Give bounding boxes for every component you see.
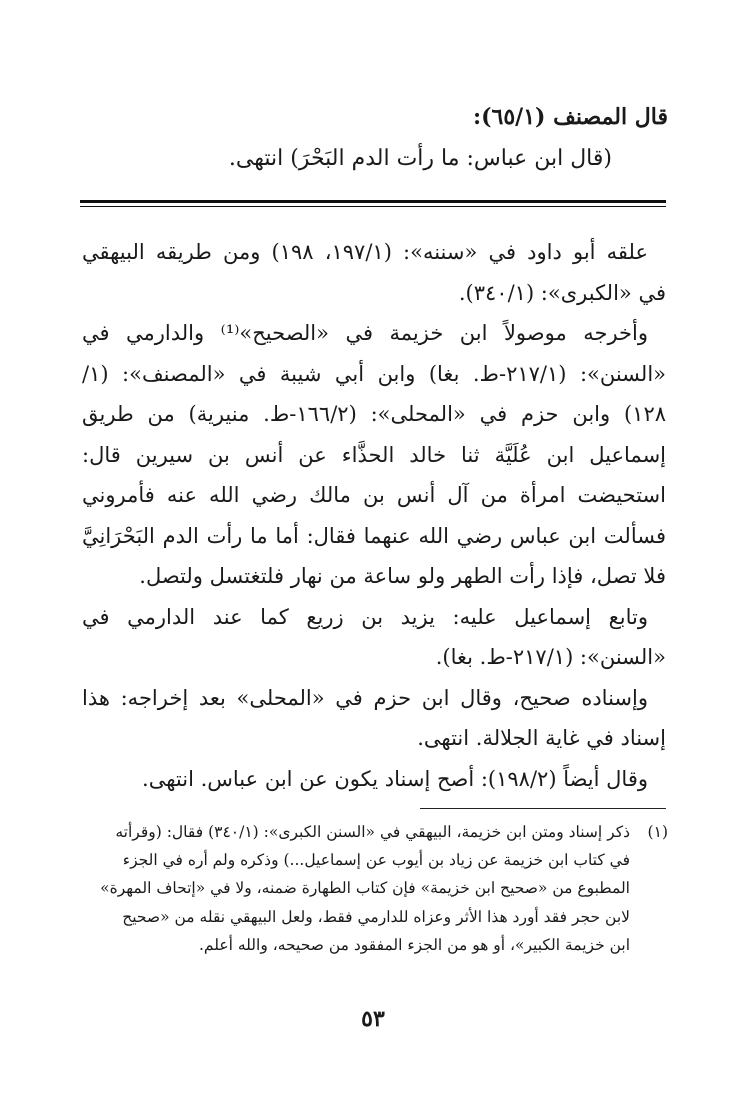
footnote-text: ذكر إسناد ومتن ابن خزيمة، البيهقي في «السنن الكبرى»: (٣٤٠/١) فقال: (وقرأته bbox=[115, 823, 630, 841]
footnote-line bbox=[92, 931, 668, 959]
text-line: «السنن»: (٢١٧/١-ط. بغا). bbox=[435, 645, 666, 669]
text-line: وأخرجه موصولاً ابن خزيمة في «الصحيح»⁽¹⁾ والدارمي في bbox=[82, 321, 648, 345]
quoted-text: (قال ابن عباس: ما رأت الدم البَحْرَ) انتهى. bbox=[228, 146, 612, 171]
footnote-separator bbox=[420, 808, 666, 809]
footnote-text: ابن خزيمة الكبير»، أو هو من الجزء المفقود من صحيحه، والله أعلم. bbox=[199, 935, 630, 954]
text-line: علقه أبو داود في «سننه»: (١٩٧/١، ١٩٨) ومن طريقه البيهقي bbox=[82, 240, 649, 264]
text-line: وإسناده صحيح، وقال ابن حزم في «المحلى» بعد إخراجه: هذا bbox=[82, 685, 648, 710]
divider-thick bbox=[80, 200, 666, 203]
text-line: فلا تصل، فإذا رأت الطهر ولو ساعة من نهار فلتغتسل ولتصل. bbox=[139, 564, 666, 588]
text-line: وقال أيضاً (١٩٨/٢): أصح إسناد يكون عن ابن عباس. انتهى. bbox=[142, 766, 648, 791]
footnote-text: في كتاب ابن خزيمة عن زياد بن أيوب عن إسماعيل...) وذكره ولم أره في الجزء bbox=[122, 851, 630, 870]
text-line: في «الكبرى»: (٣٤٠/١). bbox=[458, 280, 666, 305]
footnote-line bbox=[92, 846, 668, 874]
footnote-line bbox=[92, 818, 668, 846]
text-line: وتابع إسماعيل عليه: يزيد بن زريع كما عند الدارمي في bbox=[82, 604, 648, 629]
text-line: «السنن»: (٢١٧/١-ط. بغا) وابن أبي شيبة في «المصنف»: (١/ bbox=[82, 361, 667, 386]
text-line: فسألت ابن عباس رضي الله عنهما فقال: أما ما رأت الدم البَحْرَانِيَّ bbox=[82, 523, 666, 548]
text-line: إسماعيل ابن عُلَيَّة ثنا خالد الحذَّاء عن أنس بن سيرين قال: bbox=[82, 442, 666, 467]
page-number: ٥٣ bbox=[361, 1006, 385, 1032]
divider-thin bbox=[80, 206, 666, 207]
text-line: استحيضت امرأة من آل أنس بن مالك رضي الله عنه فأمروني bbox=[82, 483, 666, 507]
section-heading: قال المصنف (٦٥/١): bbox=[473, 104, 668, 130]
footnote-number: (١) bbox=[647, 823, 668, 841]
footnote-text: لابن حجر فقد أورد هذا الأثر وعزاه للدارمي فقط، ولعل البيهقي نقله من «صحيح bbox=[122, 907, 630, 926]
text-line: ١٢٨) وابن حزم في «المحلى»: (١٦٦/٢-ط. منيرية) من طريق bbox=[82, 402, 667, 426]
footnote-text: المطبوع من «صحيح ابن خزيمة» فإن كتاب الطهارة ضمنه، ولا في «إتحاف المهرة» bbox=[100, 879, 630, 898]
footnote-line bbox=[92, 874, 668, 902]
commentary-body bbox=[82, 232, 666, 799]
footnote-line bbox=[92, 903, 668, 931]
text-line: إسناد في غاية الجلالة. انتهى. bbox=[417, 726, 666, 750]
footnotes bbox=[92, 818, 668, 959]
